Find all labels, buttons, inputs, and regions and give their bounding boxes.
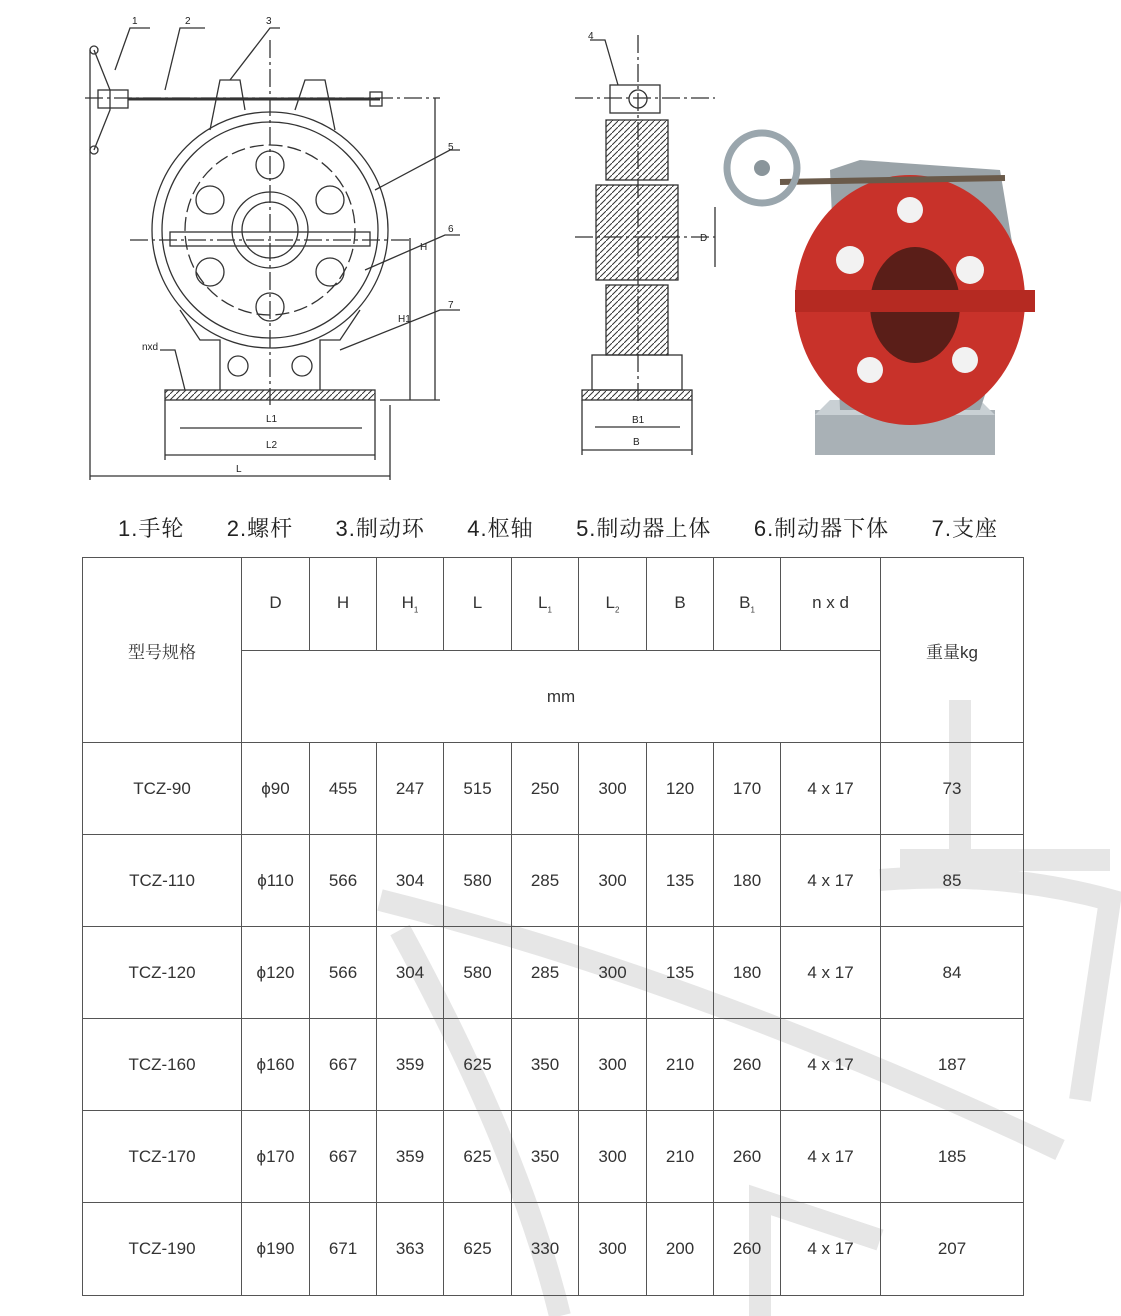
value-cell: 4 x 17	[781, 927, 881, 1019]
column-header-sub: 1	[413, 605, 419, 615]
column-header-sub: 1	[750, 605, 755, 615]
value-cell: ϕ190	[242, 1203, 310, 1296]
value-cell: 625	[444, 1019, 512, 1111]
value-cell: 210	[647, 1019, 714, 1111]
value-cell: 671	[310, 1203, 377, 1296]
value-cell: 566	[310, 835, 377, 927]
value-cell: 73	[881, 743, 1024, 835]
value-cell: 625	[444, 1203, 512, 1296]
b1-label: B1	[632, 415, 645, 426]
legend-item: 3.制动环	[335, 516, 425, 541]
value-cell: 515	[444, 743, 512, 835]
column-header	[512, 558, 579, 651]
value-cell: 260	[714, 1203, 781, 1296]
value-cell: 455	[310, 743, 377, 835]
value-cell: 180	[714, 835, 781, 927]
column-header	[310, 558, 377, 651]
value-cell: 4 x 17	[781, 743, 881, 835]
value-cell: ϕ110	[242, 835, 310, 927]
table-row	[83, 743, 1024, 835]
value-cell: 359	[377, 1019, 444, 1111]
product-photo	[720, 110, 1040, 470]
value-cell: 580	[444, 835, 512, 927]
value-cell: ϕ120	[242, 927, 310, 1019]
value-cell: 330	[512, 1203, 579, 1296]
legend-item: 1.手轮	[118, 516, 185, 541]
value-cell: ϕ90	[242, 743, 310, 835]
d-label: D	[700, 233, 708, 244]
callout-6: 6	[448, 224, 454, 235]
callout-2: 2	[185, 16, 191, 27]
column-header-main: n x d	[812, 593, 849, 613]
value-cell: 667	[310, 1111, 377, 1203]
model-cell: TCZ-90	[83, 743, 242, 835]
legend-item: 4.枢轴	[467, 516, 534, 541]
unit-label: mm	[242, 651, 881, 743]
value-cell: 363	[377, 1203, 444, 1296]
value-cell: 170	[714, 743, 781, 835]
value-cell: 260	[714, 1111, 781, 1203]
callout-4: 4	[588, 31, 594, 42]
value-cell: 207	[881, 1203, 1024, 1296]
legend-item: 6.制动器下体	[753, 516, 890, 541]
value-cell: 580	[444, 927, 512, 1019]
l2-label: L2	[266, 440, 278, 451]
l1-label: L1	[266, 414, 278, 425]
h-label: H	[420, 242, 428, 253]
value-cell: ϕ170	[242, 1111, 310, 1203]
callout-5: 5	[448, 142, 454, 153]
weight-header: 重量kg	[881, 558, 1024, 743]
model-cell: TCZ-120	[83, 927, 242, 1019]
value-cell: 300	[579, 927, 647, 1019]
legend-item: 2.螺杆	[226, 516, 294, 541]
b-label: B	[633, 437, 640, 448]
value-cell: 120	[647, 743, 714, 835]
table-row	[83, 1203, 1024, 1296]
value-cell: 260	[714, 1019, 781, 1111]
column-header-main: L	[472, 593, 483, 613]
value-cell: 200	[647, 1203, 714, 1296]
column-header	[714, 558, 781, 651]
value-cell: 300	[579, 1203, 647, 1296]
legend-item: 7.支座	[931, 516, 998, 541]
model-cell: TCZ-190	[83, 1203, 242, 1296]
value-cell: ϕ160	[242, 1019, 310, 1111]
h1-label: H1	[398, 314, 411, 325]
value-cell: 135	[647, 927, 714, 1019]
column-header	[377, 558, 444, 651]
nxd-label: nxd	[142, 342, 159, 353]
model-cell: TCZ-160	[83, 1019, 242, 1111]
legend-item: 5.制动器上体	[576, 516, 712, 541]
model-cell: TCZ-170	[83, 1111, 242, 1203]
value-cell: 4 x 17	[781, 1019, 881, 1111]
value-cell: 304	[377, 927, 444, 1019]
column-header-main: B	[674, 593, 686, 613]
front-view-drawing	[80, 10, 460, 490]
column-header	[781, 558, 881, 651]
value-cell: 4 x 17	[781, 835, 881, 927]
column-header	[647, 558, 714, 651]
value-cell: 185	[881, 1111, 1024, 1203]
value-cell: 300	[579, 835, 647, 927]
column-header	[579, 558, 647, 651]
table-row	[83, 927, 1024, 1019]
value-cell: 285	[512, 927, 579, 1019]
value-cell: 187	[881, 1019, 1024, 1111]
callout-3: 3	[266, 16, 272, 27]
column-header-main: H	[336, 593, 350, 613]
l-label: L	[236, 464, 242, 475]
value-cell: 210	[647, 1111, 714, 1203]
value-cell: 350	[512, 1019, 579, 1111]
table-row	[83, 1019, 1024, 1111]
column-header-main: L	[538, 593, 548, 613]
value-cell: 625	[444, 1111, 512, 1203]
value-cell: 4 x 17	[781, 1203, 881, 1296]
value-cell: 300	[579, 743, 647, 835]
value-cell: 667	[310, 1019, 377, 1111]
value-cell: 300	[579, 1111, 647, 1203]
column-header-main: D	[269, 593, 282, 613]
value-cell: 566	[310, 927, 377, 1019]
column-header	[444, 558, 512, 651]
column-header-main: H	[401, 593, 414, 613]
table-row	[83, 1111, 1024, 1203]
spec-table	[82, 557, 1024, 1296]
column-header-sub: 2	[615, 605, 620, 615]
value-cell: 350	[512, 1111, 579, 1203]
column-header-sub: 1	[547, 605, 552, 615]
side-view-drawing	[570, 25, 730, 465]
column-header-main: L	[605, 593, 615, 613]
value-cell: 247	[377, 743, 444, 835]
value-cell: 180	[714, 927, 781, 1019]
value-cell: 85	[881, 835, 1024, 927]
value-cell: 135	[647, 835, 714, 927]
value-cell: 300	[579, 1019, 647, 1111]
value-cell: 250	[512, 743, 579, 835]
value-cell: 304	[377, 835, 444, 927]
value-cell: 285	[512, 835, 579, 927]
model-cell: TCZ-110	[83, 835, 242, 927]
table-row	[83, 835, 1024, 927]
column-header	[242, 558, 310, 651]
column-header-main: B	[739, 593, 751, 613]
callout-7: 7	[448, 300, 454, 311]
parts-legend	[118, 512, 998, 543]
callout-1: 1	[132, 16, 138, 27]
value-cell: 359	[377, 1111, 444, 1203]
value-cell: 84	[881, 927, 1024, 1019]
model-header: 型号规格	[83, 558, 242, 743]
value-cell: 4 x 17	[781, 1111, 881, 1203]
